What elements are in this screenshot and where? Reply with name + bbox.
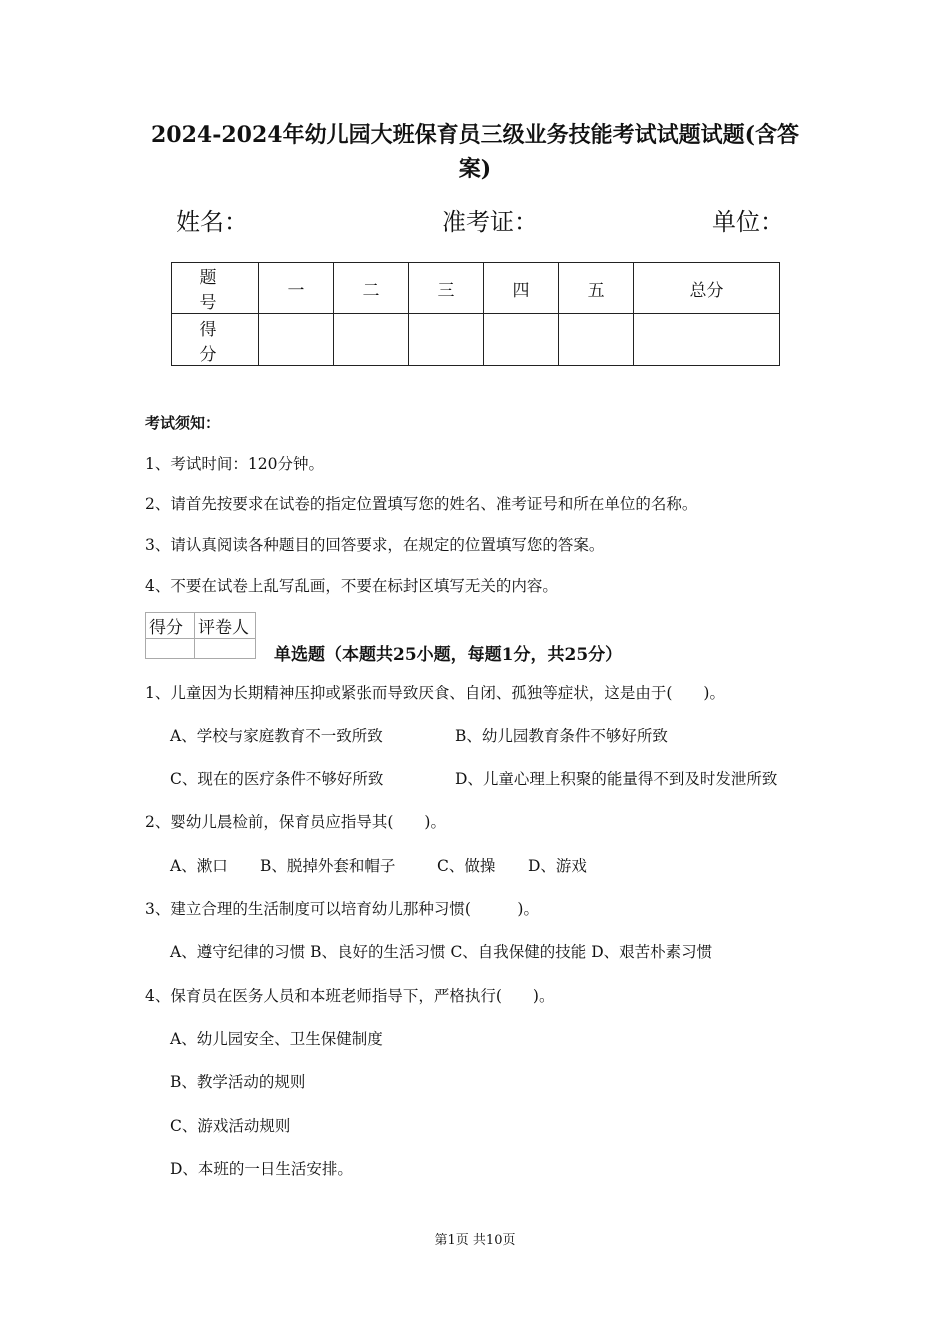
question-1-option-c[interactable]: C、现在的医疗条件不够好所致: [170, 770, 384, 788]
score-table-score-row: [172, 314, 780, 366]
score-table-header-total: 总分: [634, 263, 780, 314]
question-2-stem: 2、婴幼儿晨检前，保育员应指导其( )。: [145, 813, 446, 831]
notice-item: 3、请认真阅读各种题目的回答要求，在规定的位置填写您的答案。: [145, 536, 605, 554]
score-table-header-4: 四: [484, 263, 559, 314]
grader-box: [145, 612, 256, 659]
question-1-option-b[interactable]: B、幼儿园教育条件不够好所致: [455, 727, 668, 745]
score-row-label: 得 分: [172, 314, 259, 366]
score-table-header-3: 三: [409, 263, 484, 314]
question-3-stem: 3、建立合理的生活制度可以培育幼儿那种习惯( )。: [145, 900, 539, 918]
score-table-header-row: [172, 263, 780, 314]
grader-score-cell[interactable]: [146, 639, 195, 659]
grader-score-label: 得分: [146, 613, 195, 639]
exam-number-field-label: 准考证：: [442, 208, 538, 236]
question-4-stem: 4、保育员在医务人员和本班老师指导下，严格执行( )。: [145, 987, 555, 1005]
document-title: 2024-2024年幼儿园大班保育员三级业务技能考试试题试题(含答案): [150, 122, 799, 182]
notice-item: 4、不要在试卷上乱写乱画，不要在标封区填写无关的内容。: [145, 577, 558, 595]
notice-item: 2、请首先按要求在试卷的指定位置填写您的姓名、准考证号和所在单位的名称。: [145, 495, 698, 513]
score-cell[interactable]: [559, 314, 634, 366]
score-cell[interactable]: [259, 314, 334, 366]
question-2-option-d[interactable]: D、游戏: [528, 857, 587, 875]
question-1-option-d[interactable]: D、儿童心理上积聚的能量得不到及时发泄所致: [455, 770, 778, 788]
score-cell[interactable]: [634, 314, 780, 366]
question-3-options[interactable]: A、遵守纪律的习惯 B、良好的生活习惯 C、自我保健的技能 D、艰苦朴素习惯: [170, 943, 713, 961]
question-4-option-a[interactable]: A、幼儿园安全、卫生保健制度: [170, 1030, 383, 1048]
score-cell[interactable]: [484, 314, 559, 366]
question-1-stem: 1、儿童因为长期精神压抑或紧张而导致厌食、自闭、孤独等症状，这是由于( )。: [145, 684, 725, 702]
question-4-option-c[interactable]: C、游戏活动规则: [170, 1117, 291, 1135]
grader-name-label: 评卷人: [195, 613, 256, 639]
notice-item: 1、考试时间：120分钟。: [145, 455, 324, 473]
question-4-option-b[interactable]: B、教学活动的规则: [170, 1073, 306, 1091]
question-1-option-a[interactable]: A、学校与家庭教育不一致所致: [170, 727, 383, 745]
score-table-header-label: 题 号: [172, 263, 259, 314]
notice-title: 考试须知：: [145, 414, 221, 432]
candidate-fields: [0, 202, 950, 242]
question-2-option-c[interactable]: C、做操: [437, 857, 496, 875]
score-cell[interactable]: [409, 314, 484, 366]
question-2-option-a[interactable]: A、漱口: [170, 857, 228, 875]
page-footer: 第1页 共10页: [434, 1233, 516, 1248]
score-table: [171, 262, 780, 366]
section-title: 单选题（本题共25小题，每题1分，共25分）: [274, 645, 623, 665]
unit-field-label: 单位：: [712, 208, 784, 236]
score-table-header-1: 一: [259, 263, 334, 314]
name-field-label: 姓名：: [176, 208, 248, 236]
grader-name-cell[interactable]: [195, 639, 256, 659]
score-table-header-2: 二: [334, 263, 409, 314]
score-cell[interactable]: [334, 314, 409, 366]
question-4-option-d[interactable]: D、本班的一日生活安排。: [170, 1160, 353, 1178]
score-table-header-5: 五: [559, 263, 634, 314]
question-2-option-b[interactable]: B、脱掉外套和帽子: [260, 857, 396, 875]
